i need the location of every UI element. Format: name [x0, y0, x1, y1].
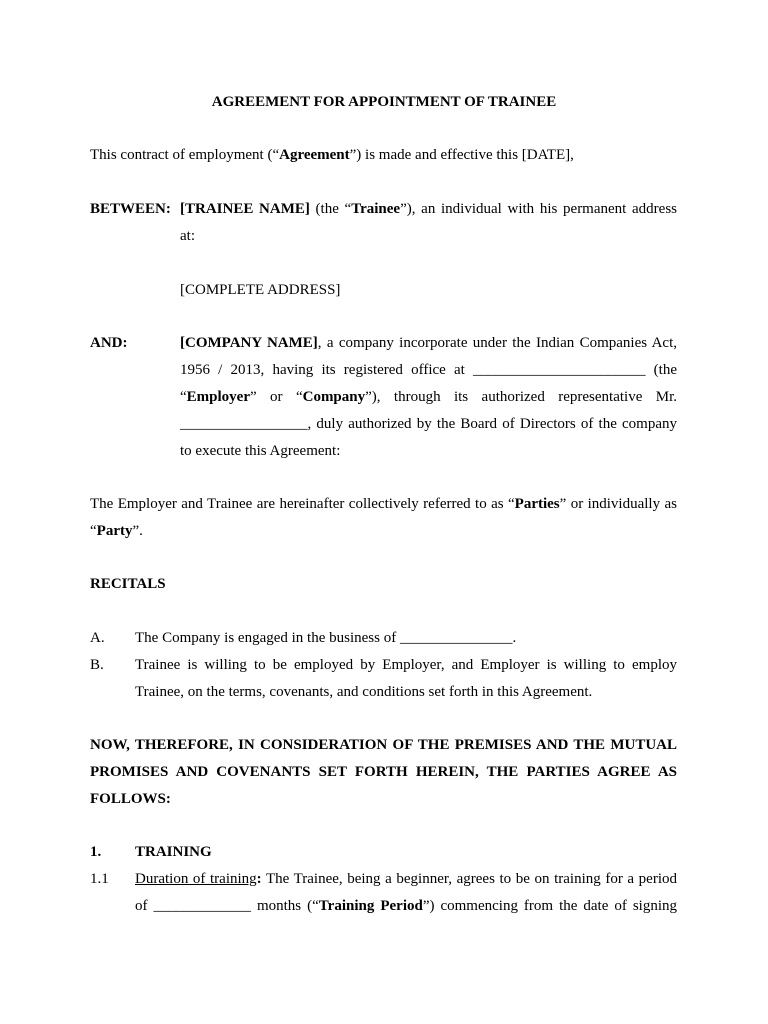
and-line-3 [180, 388, 677, 406]
between-mid-1: (the “ [309, 201, 352, 217]
between-line-2: at: [180, 228, 195, 244]
trainee-name: [TRAINEE NAME] [180, 201, 310, 217]
and-line-3-mid: ” or “ [250, 389, 303, 405]
and-line-2: 1956 / 2013, having its registered office at _______________________ (the [180, 362, 677, 378]
party-suffix: ”. [132, 523, 143, 539]
intro-suffix: ”) is made and effective this [DATE], [349, 147, 574, 163]
recital-a-text: The Company is engaged in the business of _______________. [135, 630, 517, 646]
clause-line-2-suffix: ”) commencing from the date of signing [422, 898, 677, 914]
and-line-1 [180, 334, 677, 352]
section-1-heading: TRAINING [135, 844, 212, 860]
clause-colon: : [256, 871, 262, 887]
parties-line-2 [90, 522, 143, 540]
between-label: BETWEEN: [90, 201, 171, 217]
company-term: Company [302, 389, 366, 405]
between-mid-2: ”), an individual with his permanent address [400, 201, 678, 217]
and-line-3-rest: ”), through its authorized representative Mr. [365, 389, 678, 405]
trainee-address: [COMPLETE ADDRESS] [180, 282, 341, 298]
clause-1-1-line-1 [135, 870, 677, 888]
parties-suffix: ” or individually as [559, 496, 677, 512]
recital-b-marker: B. [90, 657, 104, 673]
section-1-number: 1. [90, 844, 102, 860]
intro-term: Agreement [279, 147, 350, 163]
and-label: AND: [90, 335, 128, 351]
between-line-1 [180, 200, 677, 218]
company-name: [COMPANY NAME] [180, 335, 318, 351]
consideration-line-2: PROMISES AND COVENANTS SET FORTH HEREIN, THE PARTIES AGREE AS [90, 764, 677, 780]
recitals-heading: RECITALS [90, 576, 166, 592]
clause-1-1-line-2 [135, 897, 677, 915]
recital-a-marker: A. [90, 630, 105, 646]
consideration-line-1: NOW, THEREFORE, IN CONSIDERATION OF THE PREMISES AND THE MUTUAL [90, 737, 677, 753]
party-term: Party [96, 523, 133, 539]
clause-line-2-prefix: of _____________ months (“ [135, 898, 319, 914]
clause-1-1-number: 1.1 [90, 871, 109, 887]
and-line-5: to execute this Agreement: [180, 443, 341, 459]
intro-paragraph [90, 146, 574, 164]
parties-line-1 [90, 495, 677, 513]
recital-b-line-1: Trainee is willing to be employed by Employer, and Employer is willing to employ [135, 657, 677, 673]
and-line-4: _________________, duly authorized by the Board of Directors of the company [180, 416, 677, 432]
quote-open: “ [180, 389, 187, 405]
quote-open-2: “ [90, 523, 97, 539]
parties-term: Parties [514, 496, 560, 512]
clause-1-1-rest: The Trainee, being a beginner, agrees to be on training for a period [261, 871, 677, 887]
clause-caption: Duration of training [135, 871, 257, 887]
parties-prefix: The Employer and Trainee are hereinafter collectively referred to as “ [90, 496, 515, 512]
consideration-line-3: FOLLOWS: [90, 791, 171, 807]
and-line-1-rest: , a company incorporate under the Indian Companies Act, [317, 335, 677, 351]
document-title: AGREEMENT FOR APPOINTMENT OF TRAINEE [211, 94, 557, 110]
employer-term: Employer [186, 389, 250, 405]
recital-b-line-2: Trainee, on the terms, covenants, and conditions set forth in this Agreement. [135, 684, 593, 700]
trainee-term: Trainee [351, 201, 401, 217]
intro-prefix: This contract of employment (“ [90, 147, 280, 163]
training-period-term: Training Period [318, 898, 423, 914]
